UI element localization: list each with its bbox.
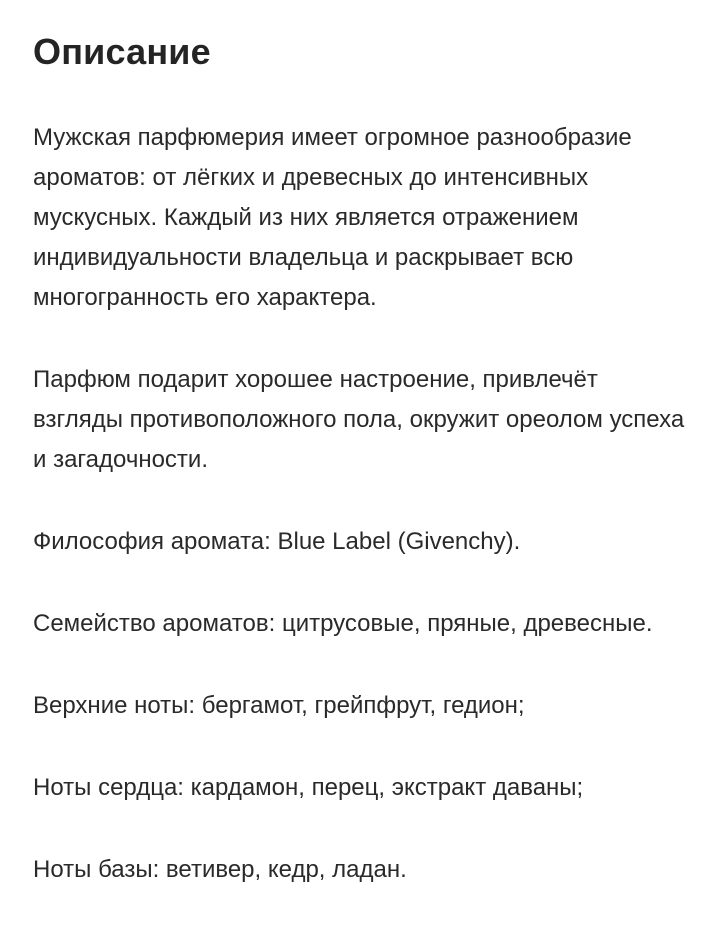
- description-paragraph-mood: Парфюм подарит хорошее настроение, привлечёт взгляды противоположного пола, окружит ореолом успеха и загадочности.: [33, 366, 685, 473]
- description-paragraph-intro: Мужская парфюмерия имеет огромное разнообразие ароматов: от лёгких и древесных до интенсивных мускусных. Каждый из них является отражением индивидуальности владельца и раскрывает всю многогранность его характера.: [33, 124, 632, 311]
- description-body: [33, 118, 693, 890]
- heart-notes: Ноты сердца: кардамон, перец, экстракт даваны;: [33, 774, 584, 801]
- section-title: Описание: [33, 31, 211, 72]
- base-notes: Ноты базы: ветивер, кедр, ладан.: [33, 856, 407, 883]
- fragrance-philosophy: Философия аромата: Blue Label (Givenchy).: [33, 528, 521, 555]
- top-notes: Верхние ноты: бергамот, грейпфрут, гедион;: [33, 692, 525, 719]
- fragrance-family: Семейство ароматов: цитрусовые, пряные, древесные.: [33, 610, 653, 637]
